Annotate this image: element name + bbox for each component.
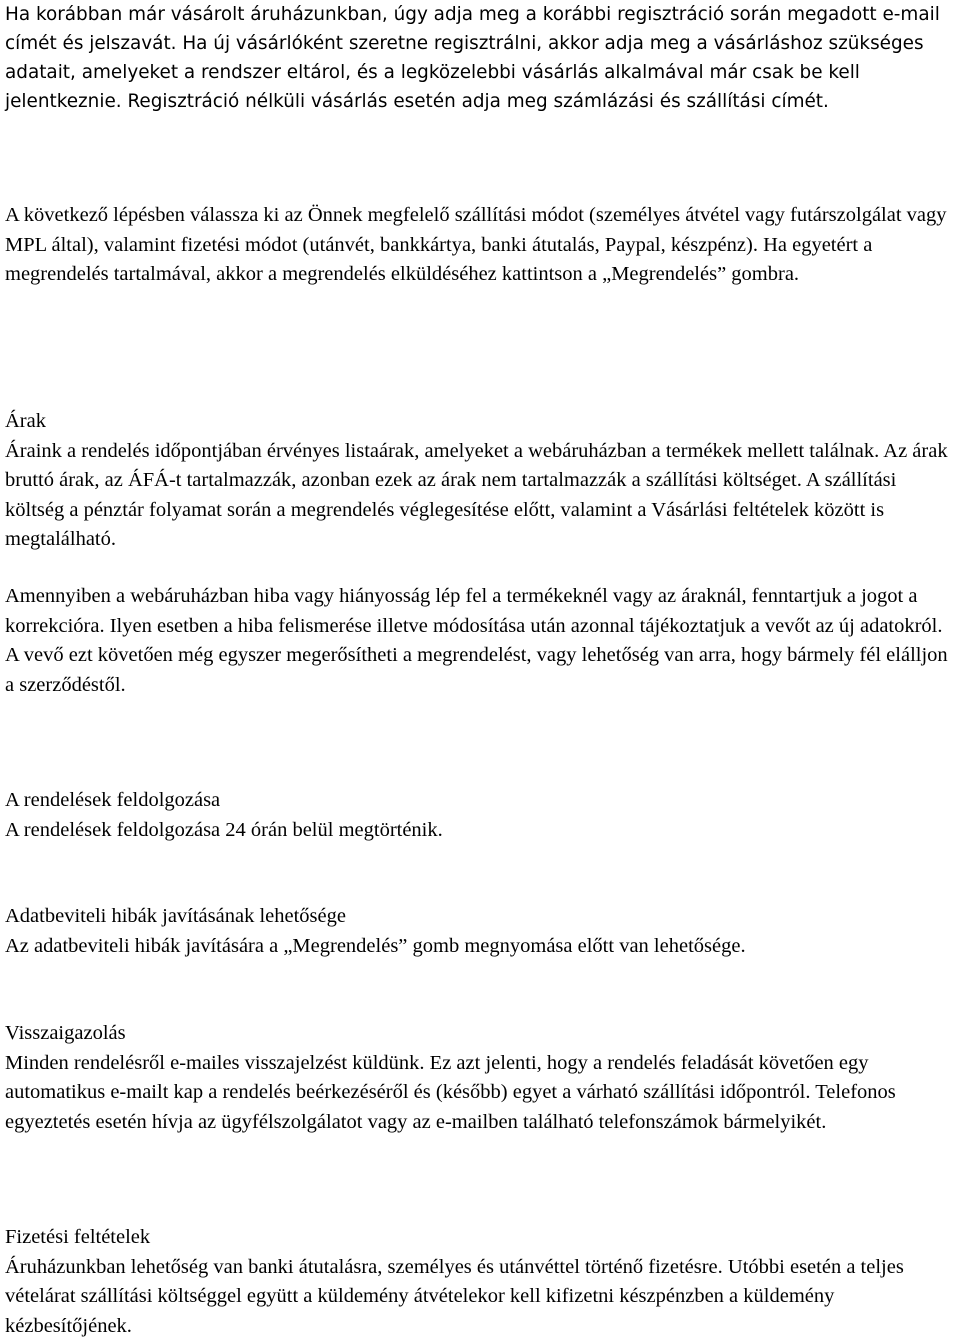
processing-paragraph: A rendelések feldolgozása 24 órán belül megtörténik. xyxy=(5,818,443,841)
price-correction-paragraph: Amennyiben a webáruházban hiba vagy hiányosság lép fel a termékeknél vagy az áraknál, fenntartjuk a jogot a korrekcióra. Ilyen esetben a hiba felismerése illetve módosítása után azonnal tájékoztatjuk a vevőt az új adatokról. A vevő ezt követően még egyszer megerősítheti a megrendelést, vagy lehetőség van arra, hogy bármely fél elálljon a szerződéstől. xyxy=(5,585,948,696)
confirmation-section xyxy=(5,1019,955,1137)
input-errors-heading: Adatbeviteli hibák javításának lehetősége xyxy=(5,905,346,927)
input-errors-section xyxy=(5,902,955,961)
confirmation-paragraph: Minden rendelésről e-mailes visszajelzést küldünk. Ez azt jelenti, hogy a rendelés feladását követően egy automatikus e-mailt kap a rendelés beérkezéséről és (később) egyet a várható szállítási időpontról. Telefonos egyeztetés esetén hívja az ügyfélszolgálatot vagy az e-mailben található telefonszámok bármelyikét. xyxy=(5,1051,896,1133)
prices-section xyxy=(5,407,955,555)
processing-heading: A rendelések feldolgozása xyxy=(5,789,221,811)
confirmation-heading: Visszaigazolás xyxy=(5,1022,126,1044)
price-correction-section xyxy=(5,582,955,700)
prices-paragraph: Áraink a rendelés időpontjában érvényes listaárak, amelyeket a webáruházban a termékek mellett találnak. Az árak bruttó árak, az ÁFÁ-t tartalmazzák, azonban ezek az árak nem tartalmazzák a szállítási költséget. A szállítási költség a pénztár folyamat során a megrendelés véglegesítése előtt, valamint a Vásárlási feltételek között is megtalálható. xyxy=(5,439,948,550)
next-step-paragraph: A következő lépésben válassza ki az Önnek megfelelő szállítási módot (személyes átvétel vagy futárszolgálat vagy MPL által), valamint fizetési módot (utánvét, bankkártya, banki átutalás, Paypal, készpénz). Ha egyetért a megrendelés tartalmával, akkor a megrendelés elküldéséhez kattintson a „Megrendelés” gombra. xyxy=(5,204,947,285)
payment-paragraph: Áruházunkban lehetőség van banki átutalásra, személyes és utánvéttel történő fizetésre. Utóbbi esetén a teljes vételárat szállítási költséggel együtt a küldemény átvételekor kell kifizetni készpénzben a küldemény kézbesítőjének. xyxy=(5,1255,904,1337)
processing-section xyxy=(5,786,955,845)
intro-section xyxy=(5,0,955,116)
intro-paragraph: Ha korábban már vásárolt áruházunkban, úgy adja meg a korábbi regisztráció során megadott e-mail címét és jelszavát. Ha új vásárlóként szeretne regisztrálni, akkor adja meg a vásárláshoz szükséges adatait, amelyeket a rendszer eltárol, és a legközelebbi vásárlás alkalmával már csak be kell jelentkeznie. Regisztráció nélküli vásárlás esetén adja meg számlázási és szállítási címét. xyxy=(5,4,940,112)
prices-heading: Árak xyxy=(5,410,46,432)
payment-section xyxy=(5,1223,955,1341)
next-step-section xyxy=(5,201,955,290)
payment-heading: Fizetési feltételek xyxy=(5,1226,151,1248)
input-errors-paragraph: Az adatbeviteli hibák javítására a „Megrendelés” gomb megnyomása előtt van lehetősége. xyxy=(5,934,746,957)
